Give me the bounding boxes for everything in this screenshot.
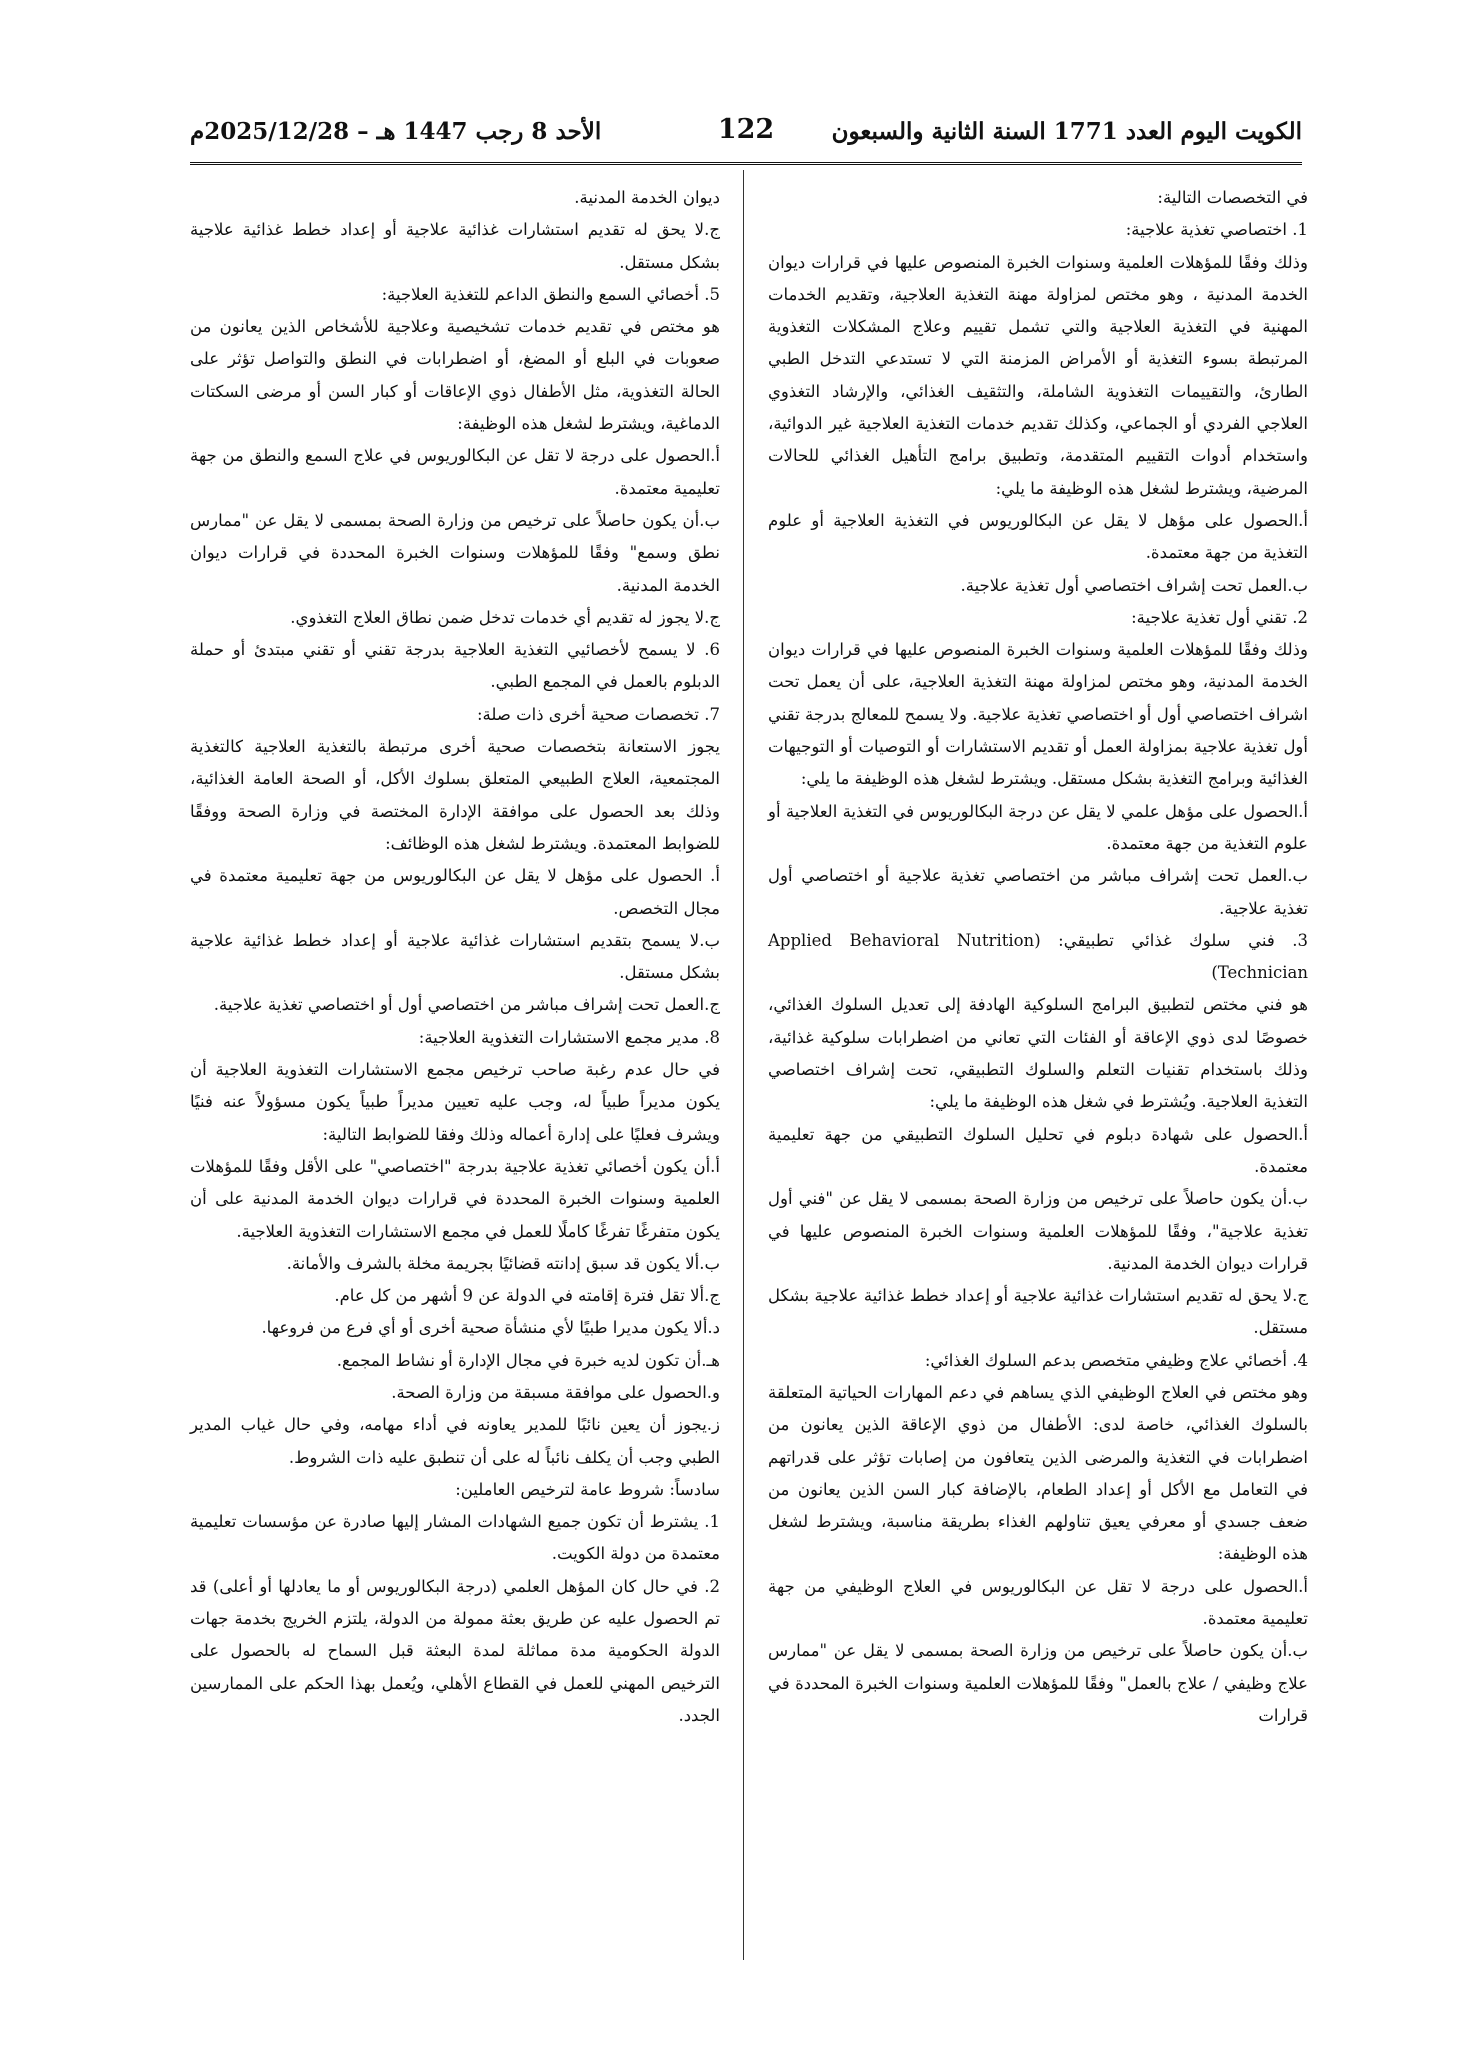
list-item: ج.ألا تقل فترة إقامته في الدولة عن 9 أشهر من كل عام. <box>334 1286 720 1306</box>
section-heading: سادساً: شروط عامة لترخيص العاملين: <box>455 1479 720 1499</box>
list-item: ج.لا يحق له تقديم استشارات غذائية علاجية أو إعداد خطط غذائية علاجية بشكل مستقل. <box>768 1286 1308 1338</box>
right-column <box>768 182 1308 1732</box>
list-item: ب.لا يسمح بتقديم استشارات غذائية علاجية أو إعداد خطط غذائية علاجية بشكل مستقل. <box>190 930 720 983</box>
list-item: أ.الحصول على مؤهل علمي لا يقل عن درجة البكالوريوس في التغذية العلاجية أو علوم التغذية من جهة معتمدة. <box>768 801 1308 853</box>
header-rule <box>190 162 1302 165</box>
paragraph: ديوان الخدمة المدنية. <box>574 188 720 207</box>
list-item: ب.العمل تحت إشراف مباشر من اختصاصي تغذية علاجية أو اختصاصي أول تغذية علاجية. <box>768 866 1308 918</box>
paragraph: وهو مختص في العلاج الوظيفي الذي يساهم في دعم المهارات الحياتية المتعلقة بالسلوك الغذائي، خاصة لدى: الأطفال من ذوي الإعاقة الذين يعانون من اضطرابات في التغذية والمرضى الذين يتعافون من إصابات تؤثر على قدراتهم في التعامل مع الأكل أو إعداد الطعام، بالإضافة كبار السن الذين يعانون من ضعف جسدي أو معرفي يعيق تناولهم الغذاء بطريقة مناسبة، ويشترط لشغل هذه الوظيفة: <box>768 1382 1308 1564</box>
list-item: ب.أن يكون حاصلاً على ترخيص من وزارة الصحة بمسمى لا يقل عن "فني أول تغذية علاجية"، وفقًا للمؤهلات العلمية وسنوات الخبرة المنصوص عليها في قرارات ديوان الخدمة المدنية. <box>768 1189 1308 1273</box>
paragraph: في التخصصات التالية: <box>1157 188 1308 207</box>
paragraph: في حال عدم رغبة صاحب ترخيص مجمع الاستشارات التغذوية العلاجية أن يكون مديراً طبياً له، وجب عليه تعيين مديراً طبياً يكون مسؤولاً عنه فنيًا ويشرف فعليًا على إدارة أعماله وذلك وفقا للضوابط التالية: <box>190 1060 720 1144</box>
column-separator <box>743 170 744 1960</box>
paragraph: وذلك وفقًا للمؤهلات العلمية وسنوات الخبرة المنصوص عليها في قرارات ديوان الخدمة المدنية ، وهو مختص لمزاولة مهنة التغذية العلاجية، وتقديم الخدمات المهنية في التغذية العلاجية والتي تشمل تقييم وعلاج المشكلات التغذوية المرتبطة بسوء التغذية أو الأمراض المزمنة التي لا تستدعي التدخل الطبي الطارئ، والتقييمات التغذوية الشاملة، والتثقيف الغذائي، والإرشاد التغذوي العلاجي الفردي أو الجماعي، وكذلك تقديم خدمات التغذية العلاجية غير الدوائية، واستخدام أدوات التقييم المتقدمة، وتطبيق برامج التأهيل الغذائي للحالات المرضية، ويشترط لشغل هذه الوظيفة ما يلي: <box>768 252 1308 498</box>
section-heading: 8. مدير مجمع الاستشارات التغذوية العلاجية: <box>418 1027 720 1047</box>
list-item: ب.ألا يكون قد سبق إدانته قضائيًا بجريمة مخلة بالشرف والأمانة. <box>286 1253 720 1273</box>
section-heading: 7. تخصصات صحية أخرى ذات صلة: <box>476 704 720 724</box>
list-item: هـ.أن تكون لديه خبرة في مجال الإدارة أو نشاط المجمع. <box>336 1350 720 1370</box>
paragraph: هو فني مختص لتطبيق البرامج السلوكية الهادفة إلى تعديل السلوك الغذائي، خصوصًا لدى ذوي الإعاقة أو الفئات التي تعاني من اضطرابات سلوكية غذائية، وذلك باستخدام تقنيات التعلم والسلوك التطبيقي، تحت إشراف اختصاصي التغذية العلاجية. ويُشترط في شغل هذه الوظيفة ما يلي: <box>768 995 1308 1112</box>
section-heading: 6. لا يسمح لأخصائيي التغذية العلاجية بدرجة تقني أو تقني مبتدئ أو حملة الدبلوم بالعمل في المجمع الطبي. <box>190 640 720 692</box>
section-heading: 1. اختصاصي تغذية علاجية: <box>1125 220 1308 240</box>
list-item: أ.الحصول على مؤهل لا يقل عن البكالوريوس في التغذية العلاجية أو علوم التغذية من جهة معتمدة. <box>768 510 1308 563</box>
list-item: ج.لا يحق له تقديم استشارات غذائية علاجية أو إعداد خطط غذائية علاجية بشكل مستقل. <box>190 220 720 272</box>
issue-info: الكويت اليوم العدد 1771 السنة الثانية والسبعون <box>831 118 1302 145</box>
list-item: ج.لا يجوز له تقديم أي خدمات تدخل ضمن نطاق العلاج التغذوي. <box>290 607 720 627</box>
page-number: 122 <box>717 114 775 145</box>
list-item: ب.أن يكون حاصلاً على ترخيص من وزارة الصحة بمسمى لا يقل عن "ممارس نطق وسمع" وفقًا للمؤهلات وسنوات الخبرة المحددة في قرارات ديوان الخدمة المدنية. <box>190 510 720 595</box>
section-heading: 3. فني سلوك غذائي تطبيقي: (Applied Behavioral Nutrition Technician) <box>768 930 1308 983</box>
issue-date: الأحد 8 رجب 1447 هـ – 2025/12/28م <box>190 118 602 145</box>
section-heading: 4. أخصائي علاج وظيفي متخصص بدعم السلوك الغذائي: <box>924 1350 1308 1370</box>
paragraph: وذلك وفقًا للمؤهلات العلمية وسنوات الخبرة المنصوص عليها في قرارات ديوان الخدمة المدنية، وهو مختص لمزاولة مهنة التغذية العلاجية، على أن يعمل تحت اشراف اختصاصي أول أو اختصاصي تغذية علاجية. ولا يسمح للمعالج بدرجة تقني أول تغذية علاجية بمزاولة العمل أو تقديم الاستشارات أو التوصيات أو التوجيهات الغذائية وبرامج التغذية بشكل مستقل. ويشترط لشغل هذه الوظيفة ما يلي: <box>768 640 1308 789</box>
list-item: ج.العمل تحت إشراف مباشر من اختصاصي أول أو اختصاصي تغذية علاجية. <box>213 995 720 1015</box>
list-item: و.الحصول على موافقة مسبقة من وزارة الصحة. <box>391 1382 720 1402</box>
list-item: أ.الحصول على درجة لا تقل عن البكالوريوس في علاج السمع والنطق من جهة تعليمية معتمدة. <box>190 446 720 498</box>
section-heading: 2. تقني أول تغذية علاجية: <box>1131 607 1308 627</box>
list-item: ب.العمل تحت إشراف اختصاصي أول تغذية علاجية. <box>960 575 1308 595</box>
section-heading: 5. أخصائي السمع والنطق الداعم للتغذية العلاجية: <box>381 284 720 304</box>
list-item: ز.يجوز أن يعين نائبًا للمدير يعاونه في أداء مهامه، وفي حال غياب المدير الطبي وجب أن يكلف نائباً له على أن تنطبق عليه ذات الشروط. <box>190 1415 720 1467</box>
list-item: أ.الحصول على درجة لا تقل عن البكالوريوس في العلاج الوظيفي من جهة تعليمية معتمدة. <box>768 1576 1308 1629</box>
paragraph: هو مختص في تقديم خدمات تشخيصية وعلاجية للأشخاص الذين يعانون من صعوبات في البلع أو المضغ، أو اضطرابات في النطق والتواصل تؤثر على الحالة التغذوية، مثل الأطفال ذوي الإعاقات أو كبار السن أو مرضى السكتات الدماغية، ويشترط لشغل هذه الوظيفة: <box>190 317 720 434</box>
list-item: د.ألا يكون مديرا طبيًا لأي منشأة صحية أخرى أو أي فرع من فروعها. <box>261 1318 720 1338</box>
list-item: 1. يشترط أن تكون جميع الشهادات المشار إليها صادرة عن مؤسسات تعليمية معتمدة من دولة الكويت. <box>190 1512 720 1564</box>
list-item: 2. في حال كان المؤهل العلمي (درجة البكالوريوس أو ما يعادلها أو أعلى) قد تم الحصول عليه عن طريق بعثة ممولة من الدولة، يلتزم الخريج بخدمة جهات الدولة الحكومية مدة مماثلة لمدة البعثة قبل السماح له بالحصول على الترخيص المهني للعمل في القطاع الأهلي، ويُعمل بهذا الحكم على الممارسين الجدد. <box>190 1576 720 1725</box>
list-item: أ.أن يكون أخصائي تغذية علاجية بدرجة "اختصاصي" على الأقل وفقًا للمؤهلات العلمية وسنوات الخبرة المحددة في قرارات ديوان الخدمة المدنية على أن يكون متفرغًا تفرغًا كاملًا للعمل في مجمع الاستشارات التغذوية العلاجية. <box>190 1156 720 1241</box>
list-item: أ.الحصول على شهادة دبلوم في تحليل السلوك التطبيقي من جهة تعليمية معتمدة. <box>768 1124 1308 1176</box>
list-item: أ. الحصول على مؤهل لا يقل عن البكالوريوس من جهة تعليمية معتمدة في مجال التخصص. <box>190 866 720 918</box>
left-column <box>190 182 720 1732</box>
list-item: ب.أن يكون حاصلاً على ترخيص من وزارة الصحة بمسمى لا يقل عن "ممارس علاج وظيفي / علاج بالعمل" وفقًا للمؤهلات العلمية وسنوات الخبرة المحددة في قرارات <box>768 1641 1308 1725</box>
page-header <box>190 114 1302 158</box>
paragraph: يجوز الاستعانة بتخصصات صحية أخرى مرتبطة بالتغذية العلاجية كالتغذية المجتمعية، العلاج الطبيعي المتعلق بسلوك الأكل، أو الصحة العامة الغذائية، وذلك بعد الحصول على موافقة الإدارة المختصة في وزارة الصحة ووفقًا للضوابط المعتمدة. ويشترط لشغل هذه الوظائف: <box>190 737 720 853</box>
